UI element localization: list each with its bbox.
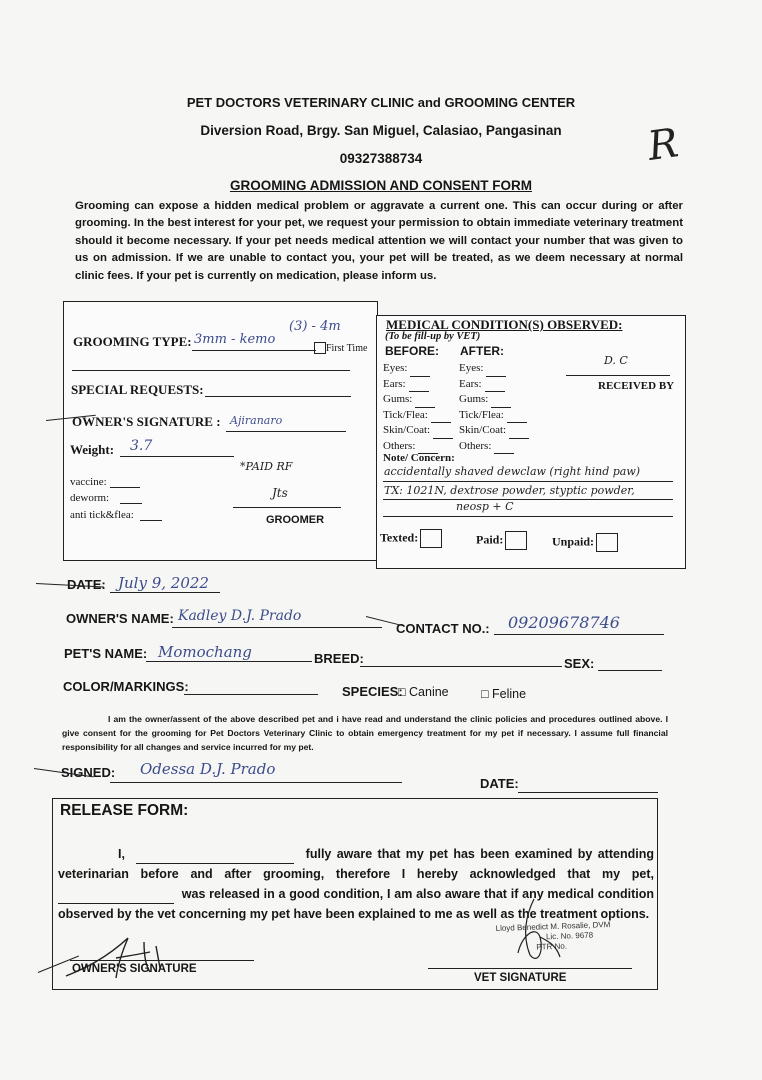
- deworm-label: deworm:: [70, 492, 110, 504]
- release-text-2: was released in a good condition, I am also aware that if any medical condition observed by the vet concerning my pet have been explained to me as well as the treatment options.: [58, 887, 654, 921]
- check-row[interactable]: [459, 423, 529, 439]
- texted-label: Texted:: [380, 530, 419, 545]
- check-label: Ears:: [383, 377, 406, 390]
- vet-signature-scribble: [504, 895, 564, 970]
- date-label: DATE:: [67, 577, 106, 592]
- special-requests-line: [205, 396, 351, 397]
- paid-note: *PAID RF: [240, 460, 293, 473]
- corner-mark: R: [644, 120, 682, 170]
- check-label: Eyes:: [383, 362, 408, 374]
- check-row[interactable]: [459, 392, 529, 408]
- clinic-name: PET DOCTORS VETERINARY CLINIC and GROOMING CENTER: [186, 95, 576, 110]
- release-pet-name-line[interactable]: [58, 903, 174, 904]
- pet-name-line: [146, 661, 312, 662]
- sex-line: [598, 670, 662, 671]
- check-label: Others:: [459, 439, 492, 452]
- contact-label: CONTACT NO.:: [396, 621, 490, 636]
- note-text-2: TX: 1021N, dextrose powder, styptic powder,: [384, 484, 635, 497]
- release-owner-name-line[interactable]: [136, 863, 294, 864]
- medical-title: MEDICAL CONDITION(S) OBSERVED:: [386, 317, 623, 332]
- release-i: I,: [118, 847, 125, 861]
- vet-stamp-ptr: PTR No.: [536, 941, 568, 952]
- date-value[interactable]: July 9, 2022: [118, 574, 209, 592]
- owner-name-label: OWNER'S NAME:: [66, 611, 174, 626]
- color-label: COLOR/MARKINGS:: [63, 679, 189, 694]
- consent-paragraph: I am the owner/assent of the above described pet and i have read and understand the clinic policies and procedures outlined above. I give consent for the grooming for Pet Doctors Veterinary Clinic to obtain emergency treatment for my pet if necessary. I assume full financial responsibility for all changes and service incurred for my pet.: [62, 714, 668, 752]
- breed-line: [360, 666, 562, 667]
- check-row[interactable]: [383, 408, 453, 424]
- check-label: Ears:: [459, 377, 482, 390]
- received-initials: D. C: [604, 354, 628, 367]
- note-line3: [383, 516, 673, 517]
- grooming-type-value[interactable]: 3mm - kemo: [194, 332, 276, 347]
- unpaid-label: Unpaid:: [552, 534, 595, 549]
- note-line2: [383, 499, 673, 500]
- vet-stamp-license: Lic. No. 9678: [545, 930, 594, 942]
- unpaid-checkbox[interactable]: [596, 533, 618, 552]
- check-row[interactable]: [383, 361, 453, 377]
- received-by-label: RECEIVED BY: [598, 380, 675, 392]
- check-label: Tick/Flea:: [383, 408, 428, 421]
- contact-value[interactable]: 09209678746: [508, 613, 620, 632]
- color-line: [184, 694, 318, 695]
- owner-name-line: [172, 627, 382, 628]
- owner-signature-value[interactable]: Ajiranaro: [230, 414, 283, 427]
- check-row[interactable]: [383, 423, 453, 439]
- clinic-phone: 09327388734: [339, 151, 423, 166]
- breed-label: BREED:: [314, 651, 364, 666]
- owner-sig-line: [70, 960, 254, 961]
- check-label: Skin/Coat:: [383, 424, 431, 436]
- note-line1: [383, 481, 673, 482]
- check-label: Gums:: [383, 393, 413, 405]
- groomer-label: GROOMER: [266, 514, 325, 526]
- special-requests-label: SPECIAL REQUESTS:: [71, 382, 204, 397]
- vet-sig-line: [428, 968, 632, 969]
- grooming-type-extra: (3) - 4m: [289, 319, 341, 334]
- deworm-line: [120, 503, 142, 504]
- owner-signature-scribble: [56, 928, 176, 984]
- owner-name-value[interactable]: Kadley D.J. Prado: [178, 608, 302, 624]
- species-label: SPECIES:: [342, 684, 403, 699]
- owner-sig-label: OWNER'S SIGNATURE: [72, 963, 197, 975]
- after-label: AFTER:: [460, 344, 504, 358]
- signed-label: SIGNED:: [61, 765, 116, 780]
- note-text-3: neosp + C: [456, 500, 514, 513]
- weight-line: [120, 456, 234, 457]
- after-checks: [459, 361, 529, 454]
- before-checks: [383, 361, 453, 454]
- signed-line: [110, 782, 402, 783]
- vaccine-label: vaccine:: [70, 476, 107, 488]
- check-row[interactable]: [459, 408, 529, 424]
- release-paragraph: [58, 844, 654, 924]
- received-line: [566, 375, 670, 376]
- date2-label: DATE:: [480, 776, 519, 791]
- check-row[interactable]: [459, 439, 529, 455]
- form-title: GROOMING ADMISSION AND CONSENT FORM: [230, 178, 532, 193]
- antitick-label: anti tick&flea:: [70, 509, 134, 521]
- check-label: Tick/Flea:: [459, 408, 504, 421]
- check-row[interactable]: [383, 377, 453, 393]
- release-title: RELEASE FORM:: [60, 802, 189, 819]
- owner-signature-line: [226, 431, 346, 432]
- note-text-1: accidentally shaved dewclaw (right hind paw): [384, 465, 641, 478]
- date2-line: [518, 792, 658, 793]
- texted-field: [380, 529, 442, 548]
- feline-option[interactable]: □ Feline: [481, 687, 527, 701]
- check-label: Eyes:: [459, 362, 484, 374]
- release-text-1: fully aware that my pet has been examined by attending veterinarian before and after grooming, therefore I hereby acknowledged that my pet,: [58, 847, 654, 881]
- unpaid-field: [552, 533, 618, 552]
- texted-checkbox[interactable]: [420, 529, 442, 548]
- check-label: Gums:: [459, 393, 489, 405]
- weight-label: Weight:: [70, 442, 115, 457]
- check-blank[interactable]: [494, 453, 514, 454]
- first-time-checkbox[interactable]: [314, 342, 326, 354]
- grooming-type-line: [192, 350, 316, 351]
- grooming-type-line2: [72, 370, 350, 371]
- check-row[interactable]: [459, 377, 529, 393]
- weight-value[interactable]: 3.7: [130, 438, 153, 454]
- paid-checkbox[interactable]: [505, 531, 527, 550]
- check-label: Skin/Coat:: [459, 424, 507, 436]
- date-line: [110, 592, 220, 593]
- medical-subtitle: (To be fill-up by VET): [385, 331, 481, 342]
- pet-name-label: PET'S NAME:: [64, 646, 148, 661]
- vaccine-line: [110, 487, 140, 488]
- check-row[interactable]: [459, 361, 529, 377]
- check-row[interactable]: [383, 392, 453, 408]
- clinic-address: Diversion Road, Brgy. San Miguel, Calasiao, Pangasinan: [200, 123, 562, 138]
- sex-label: SEX:: [564, 656, 595, 671]
- vet-stamp-name: Lloyd Benedict M. Rosalie, DVM: [495, 920, 611, 934]
- antitick-line: [140, 520, 162, 521]
- note-label: Note/ Concern:: [383, 452, 455, 464]
- before-label: BEFORE:: [385, 344, 439, 358]
- groomer-line: [233, 507, 341, 508]
- paid-field: [476, 531, 527, 550]
- owner-signature-label: OWNER'S SIGNATURE :: [72, 414, 221, 429]
- signed-value[interactable]: Odessa D.J. Prado: [140, 760, 276, 778]
- grooming-type-label: GROOMING TYPE:: [73, 334, 192, 349]
- intro-paragraph: Grooming can expose a hidden medical problem or aggravate a current one. This can occur during or after grooming. In the best interest for your pet, we request your permission to obtain immediate veterinary treatment should it become necessary. If your pet needs medical attention we will contact your number that was given to us on admission. If we are unable to contact you, your pet will be treated, as we deem necessary at normal clinic fees. If your pet is currently on medication, please inform us.: [75, 200, 683, 282]
- contact-line: [494, 634, 664, 635]
- paid-label: Paid:: [476, 532, 504, 547]
- first-time-label: First Time: [326, 343, 368, 354]
- check-label: Others:: [383, 439, 416, 452]
- vet-sig-label: VET SIGNATURE: [474, 972, 567, 984]
- pet-name-value[interactable]: Momochang: [158, 643, 252, 661]
- canine-option[interactable]: □ Canine: [398, 685, 449, 699]
- groomer-initials: Jts: [272, 486, 288, 500]
